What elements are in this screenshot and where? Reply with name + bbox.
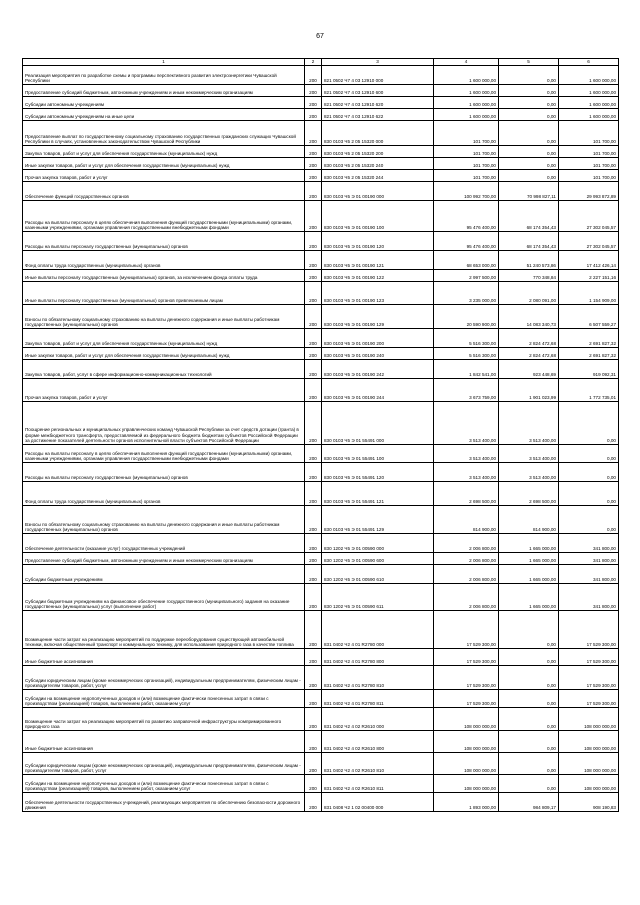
row-executed-amount: 3 513 400,00	[499, 402, 559, 445]
row-code: 200	[305, 584, 322, 611]
row-remaining-amount: 0,00	[559, 506, 619, 534]
row-executed-amount: 0,00	[499, 708, 559, 731]
row-approved-amount: 1 600 000,00	[434, 97, 499, 109]
row-code: 200	[305, 666, 322, 690]
row-classification: 830 1202 Ч5 Э 01 00590 600	[322, 553, 434, 565]
row-approved-amount: 2 698 500,00	[434, 482, 499, 506]
row-name: Расходы на выплаты персоналу государственных (муниципальных) органов	[23, 463, 305, 482]
row-classification: 831 0402 Ч2 4 02 R2610 811	[322, 775, 434, 793]
row-name: Субсидии бюджетным учреждениям	[23, 565, 305, 584]
table-row	[23, 170, 619, 182]
row-executed-amount: 0,00	[499, 649, 559, 666]
row-name: Прочая закупка товаров, работ и услуг	[23, 170, 305, 182]
row-classification: 830 0103 Ч5 Э 01 55491 120	[322, 463, 434, 482]
table-row	[23, 534, 619, 553]
row-code: 200	[305, 270, 322, 282]
row-remaining-amount: 1 600 000,00	[559, 66, 619, 85]
row-remaining-amount: 1 600 000,00	[559, 85, 619, 97]
row-executed-amount: 0,00	[499, 775, 559, 793]
row-code: 200	[305, 109, 322, 121]
row-classification: 831 0402 Ч2 4 02 R2610 800	[322, 731, 434, 753]
row-name: Реализация мероприятия по разработке схемы и программы перспективного развития электроэнергетики Чувашской Республики	[23, 66, 305, 85]
row-name: Закупка товаров, работ, услуг в сфере информационно-коммуникационных технологий	[23, 360, 305, 379]
row-code: 200	[305, 506, 322, 534]
row-approved-amount: 101 700,00	[434, 170, 499, 182]
row-remaining-amount: 108 000 000,00	[559, 731, 619, 753]
row-executed-amount: 0,00	[499, 97, 559, 109]
row-classification: 831 0402 Ч2 4 01 R2780 810	[322, 666, 434, 690]
row-remaining-amount: 1 600 000,00	[559, 97, 619, 109]
row-classification: 830 0103 Ч5 Э 01 00190 242	[322, 360, 434, 379]
row-classification: 830 0103 Ч5 Э 01 55491 129	[322, 506, 434, 534]
row-approved-amount: 5 516 300,00	[434, 348, 499, 360]
row-name: Расходы на выплаты персоналу государственных (муниципальных) органов	[23, 232, 305, 251]
row-name: Иные бюджетные ассигнования	[23, 731, 305, 753]
row-executed-amount: 0,00	[499, 109, 559, 121]
row-name: Обеспечение деятельности (оказание услуг) государственных учреждений	[23, 534, 305, 553]
row-name: Взносы по обязательному социальному страхованию на выплаты денежного содержания и иные выплаты работникам государственных (муниципальных) органов	[23, 305, 305, 329]
row-classification: 831 0402 Ч2 4 02 R2610 000	[322, 708, 434, 731]
table-row	[23, 402, 619, 445]
row-classification: 830 0103 Ч5 Э 01 00190 129	[322, 305, 434, 329]
row-classification: 830 0103 Ч5 2 05 15320 200	[322, 146, 434, 158]
row-name: Обеспечение деятельности государственных учреждений, реализующих мероприятия по обеспечению безопасности дорожного движения	[23, 793, 305, 812]
row-executed-amount: 68 174 354,43	[499, 232, 559, 251]
col-header-2: 2	[305, 59, 322, 66]
row-executed-amount: 814 900,00	[499, 506, 559, 534]
row-code: 200	[305, 158, 322, 170]
row-classification: 830 0103 Ч5 Э 01 55491 121	[322, 482, 434, 506]
header-row	[23, 59, 619, 66]
row-remaining-amount: 0,00	[559, 463, 619, 482]
row-remaining-amount: 919 092,31	[559, 360, 619, 379]
row-executed-amount: 70 998 827,11	[499, 182, 559, 201]
row-code: 200	[305, 649, 322, 666]
row-code: 200	[305, 753, 322, 775]
row-executed-amount: 1 665 000,00	[499, 553, 559, 565]
row-classification: 830 0103 Ч5 Э 01 00190 120	[322, 232, 434, 251]
row-name: Расходы на выплаты персоналу в целях обеспечения выполнения функций государственными (муниципальными) органами, казенными учреждениями, органами управления государственными внебюджетными фондами	[23, 201, 305, 232]
table-row	[23, 282, 619, 305]
row-approved-amount: 2 006 800,00	[434, 584, 499, 611]
row-executed-amount: 1 901 023,99	[499, 379, 559, 402]
row-remaining-amount: 17 529 300,00	[559, 649, 619, 666]
table-row	[23, 329, 619, 348]
row-classification: 831 0402 Ч2 4 02 R2610 810	[322, 753, 434, 775]
row-approved-amount: 101 700,00	[434, 121, 499, 146]
table-row	[23, 463, 619, 482]
row-remaining-amount: 108 000 000,00	[559, 775, 619, 793]
row-name: Иные закупки товаров, работ и услуг для обеспечения государственных (муниципальных) нужд	[23, 348, 305, 360]
table-row	[23, 731, 619, 753]
table-row	[23, 251, 619, 270]
table-row	[23, 270, 619, 282]
row-executed-amount: 0,00	[499, 146, 559, 158]
row-approved-amount: 68 653 000,00	[434, 251, 499, 270]
row-approved-amount: 814 900,00	[434, 506, 499, 534]
table-row	[23, 66, 619, 85]
table-row	[23, 584, 619, 611]
row-executed-amount: 3 513 400,00	[499, 445, 559, 463]
row-executed-amount: 0,00	[499, 170, 559, 182]
row-code: 200	[305, 348, 322, 360]
row-remaining-amount: 1 772 735,01	[559, 379, 619, 402]
row-remaining-amount: 108 000 000,00	[559, 753, 619, 775]
row-name: Субсидии автономным учреждениям на иные цели	[23, 109, 305, 121]
row-code: 200	[305, 690, 322, 708]
row-code: 200	[305, 463, 322, 482]
row-code: 200	[305, 232, 322, 251]
row-executed-amount: 3 513 400,00	[499, 463, 559, 482]
row-code: 200	[305, 146, 322, 158]
table-row	[23, 109, 619, 121]
row-approved-amount: 17 529 300,00	[434, 611, 499, 649]
row-code: 200	[305, 360, 322, 379]
table-row	[23, 775, 619, 793]
row-approved-amount: 3 235 000,00	[434, 282, 499, 305]
row-name: Обеспечение функций государственных органов	[23, 182, 305, 201]
row-remaining-amount: 101 700,00	[559, 170, 619, 182]
row-code: 200	[305, 379, 322, 402]
row-code: 200	[305, 775, 322, 793]
row-remaining-amount: 17 529 300,00	[559, 611, 619, 649]
row-executed-amount: 984 809,17	[499, 793, 559, 812]
row-remaining-amount: 2 691 827,32	[559, 348, 619, 360]
table-row	[23, 482, 619, 506]
row-classification: 830 0103 Ч5 Э 01 00190 123	[322, 282, 434, 305]
col-header-6: 6	[559, 59, 619, 66]
row-classification: 831 0402 Ч2 4 01 R2780 800	[322, 649, 434, 666]
table-row	[23, 182, 619, 201]
row-remaining-amount: 101 700,00	[559, 146, 619, 158]
table-row	[23, 146, 619, 158]
row-executed-amount: 68 174 354,43	[499, 201, 559, 232]
row-name: Предоставление субсидий бюджетным, автономным учреждениям и иным некоммерческим организациям	[23, 553, 305, 565]
row-remaining-amount: 6 507 559,27	[559, 305, 619, 329]
row-classification: 830 1202 Ч5 Э 01 00590 611	[322, 584, 434, 611]
table-row	[23, 666, 619, 690]
row-code: 200	[305, 793, 322, 812]
row-classification: 830 0103 Ч5 Э 01 00190 244	[322, 379, 434, 402]
row-remaining-amount: 17 529 300,00	[559, 666, 619, 690]
row-executed-amount: 0,00	[499, 121, 559, 146]
row-approved-amount: 3 513 400,00	[434, 445, 499, 463]
row-approved-amount: 100 992 700,00	[434, 182, 499, 201]
row-executed-amount: 923 448,69	[499, 360, 559, 379]
row-code: 200	[305, 402, 322, 445]
row-executed-amount: 2 698 500,00	[499, 482, 559, 506]
row-approved-amount: 95 476 400,00	[434, 201, 499, 232]
row-code: 200	[305, 445, 322, 463]
row-remaining-amount: 341 800,00	[559, 565, 619, 584]
row-remaining-amount: 29 993 872,89	[559, 182, 619, 201]
col-header-1: 1	[23, 59, 305, 66]
row-remaining-amount: 0,00	[559, 482, 619, 506]
row-classification: 830 0103 Ч5 Э 01 00190 121	[322, 251, 434, 270]
row-approved-amount: 17 529 300,00	[434, 649, 499, 666]
row-name: Иные закупки товаров, работ и услуг для обеспечения государственных (муниципальных) нужд	[23, 158, 305, 170]
row-approved-amount: 2 006 800,00	[434, 565, 499, 584]
row-approved-amount: 108 000 000,00	[434, 731, 499, 753]
row-executed-amount: 51 240 573,86	[499, 251, 559, 270]
row-code: 200	[305, 708, 322, 731]
row-executed-amount: 1 665 000,00	[499, 565, 559, 584]
row-name: Предоставление субсидий бюджетным, автономным учреждениям и иным некоммерческим организациям	[23, 85, 305, 97]
table-row	[23, 506, 619, 534]
row-name: Возмещение части затрат на реализацию мероприятий по развитию заправочной инфраструктуры компримированного природного газа	[23, 708, 305, 731]
row-executed-amount: 1 665 000,00	[499, 534, 559, 553]
row-code: 200	[305, 534, 322, 553]
row-executed-amount: 0,00	[499, 690, 559, 708]
row-name: Прочая закупка товаров, работ и услуг	[23, 379, 305, 402]
row-code: 200	[305, 182, 322, 201]
row-classification: 821 0502 Ч7 4 03 12910 600	[322, 85, 434, 97]
table-row	[23, 379, 619, 402]
row-approved-amount: 2 006 800,00	[434, 553, 499, 565]
row-name: Субсидии на возмещение недополученных доходов и (или) возмещение фактически понесенных затрат в связи с производством (реализацией) товаров, выполнением работ, оказанием услуг	[23, 775, 305, 793]
row-code: 200	[305, 565, 322, 584]
row-executed-amount: 0,00	[499, 731, 559, 753]
row-code: 200	[305, 553, 322, 565]
row-executed-amount: 0,00	[499, 666, 559, 690]
row-name: Субсидии юридическим лицам (кроме некоммерческих организаций), индивидуальным предпринимателям, физическим лицам - производителям товаров, работ, услуг	[23, 666, 305, 690]
row-classification: 830 0103 Ч5 Э 01 00190 000	[322, 182, 434, 201]
row-remaining-amount: 101 700,00	[559, 158, 619, 170]
row-code: 200	[305, 201, 322, 232]
table-row	[23, 708, 619, 731]
table-row	[23, 753, 619, 775]
table-row	[23, 649, 619, 666]
table-row	[23, 85, 619, 97]
row-approved-amount: 17 529 300,00	[434, 690, 499, 708]
row-remaining-amount: 2 227 151,16	[559, 270, 619, 282]
row-classification: 830 0103 Ч5 Э 01 00190 100	[322, 201, 434, 232]
table-row	[23, 121, 619, 146]
row-classification: 830 0103 Ч5 2 05 15320 240	[322, 158, 434, 170]
table-row	[23, 553, 619, 565]
row-name: Иные выплаты персоналу государственных (муниципальных) органов, за исключением фонда оплаты труда	[23, 270, 305, 282]
table-row	[23, 360, 619, 379]
row-approved-amount: 1 600 000,00	[434, 85, 499, 97]
row-approved-amount: 17 529 300,00	[434, 666, 499, 690]
row-classification: 830 0103 Ч5 Э 01 00190 200	[322, 329, 434, 348]
row-name: Субсидии бюджетным учреждениям на финансовое обеспечение государственного (муниципального) задания на оказание государственных (муниципальных) услуг (выполнение работ)	[23, 584, 305, 611]
row-name: Возмещение части затрат на реализацию мероприятий по поддержке переоборудования существующей автомобильной техники, включая общественный транспорт и коммунальную технику, для использования природного газа в качестве топлива	[23, 611, 305, 649]
row-remaining-amount: 17 529 300,00	[559, 690, 619, 708]
table-row	[23, 305, 619, 329]
row-approved-amount: 5 516 300,00	[434, 329, 499, 348]
row-remaining-amount: 0,00	[559, 402, 619, 445]
row-classification: 830 0103 Ч5 Э 01 00190 240	[322, 348, 434, 360]
row-classification: 830 0103 Ч5 Э 01 55491 000	[322, 402, 434, 445]
row-remaining-amount: 341 800,00	[559, 553, 619, 565]
row-code: 200	[305, 611, 322, 649]
table-row	[23, 565, 619, 584]
row-classification: 830 0103 Ч5 2 05 15320 000	[322, 121, 434, 146]
col-header-5: 5	[499, 59, 559, 66]
row-remaining-amount: 27 302 045,57	[559, 232, 619, 251]
row-name: Предоставление выплат по государственному социальному страхованию государственных гражданских служащих Чувашской Республики в случаях, установленных законодательством Чувашской Республики	[23, 121, 305, 146]
row-remaining-amount: 1 600 000,00	[559, 109, 619, 121]
row-remaining-amount: 108 000 000,00	[559, 708, 619, 731]
row-name: Закупка товаров, работ и услуг для обеспечения государственных (муниципальных) нужд	[23, 329, 305, 348]
row-executed-amount: 2 824 472,68	[499, 329, 559, 348]
row-name: Иные бюджетные ассигнования	[23, 649, 305, 666]
row-name: Субсидии автономным учреждениям	[23, 97, 305, 109]
row-approved-amount: 20 590 900,00	[434, 305, 499, 329]
row-code: 200	[305, 282, 322, 305]
row-name: Поощрение региональных и муниципальных управленческих команд Чувашской Республики за счет средств дотации (гранта) в форме межбюджетного трансферта, предоставляемой из федерального бюджета бюджетам субъектов Российской Федерации за достижение показателей деятельности органов исполнительной власти субъектов Российской Федерации	[23, 402, 305, 445]
row-remaining-amount: 908 190,83	[559, 793, 619, 812]
row-remaining-amount: 27 302 045,57	[559, 201, 619, 232]
row-classification: 821 0502 Ч7 4 03 12910 620	[322, 97, 434, 109]
row-name: Субсидии на возмещение недополученных доходов и (или) возмещение фактически понесенных затрат в связи с производством (реализацией) товаров, выполнением работ, оказанием услуг	[23, 690, 305, 708]
row-approved-amount: 1 600 000,00	[434, 66, 499, 85]
row-executed-amount: 0,00	[499, 66, 559, 85]
col-header-4: 4	[434, 59, 499, 66]
table-row	[23, 232, 619, 251]
row-code: 200	[305, 97, 322, 109]
page-number: 67	[316, 33, 324, 40]
row-classification: 830 1202 Ч5 Э 01 00590 610	[322, 565, 434, 584]
row-approved-amount: 101 700,00	[434, 146, 499, 158]
row-classification: 830 0103 Ч5 Э 01 55491 100	[322, 445, 434, 463]
row-classification: 831 0402 Ч2 4 01 R2780 000	[322, 611, 434, 649]
row-code: 200	[305, 121, 322, 146]
row-name: Фонд оплаты труда государственных (муниципальных) органов	[23, 251, 305, 270]
col-header-3: 3	[322, 59, 434, 66]
row-approved-amount: 1 842 541,00	[434, 360, 499, 379]
row-classification: 821 0502 Ч7 4 03 12910 622	[322, 109, 434, 121]
row-executed-amount: 1 665 000,00	[499, 584, 559, 611]
row-approved-amount: 108 000 000,00	[434, 708, 499, 731]
row-executed-amount: 2 824 472,68	[499, 348, 559, 360]
row-executed-amount: 0,00	[499, 158, 559, 170]
table-row	[23, 158, 619, 170]
row-code: 200	[305, 305, 322, 329]
row-code: 200	[305, 251, 322, 270]
table-row	[23, 445, 619, 463]
row-approved-amount: 108 000 000,00	[434, 775, 499, 793]
row-remaining-amount: 17 412 426,14	[559, 251, 619, 270]
row-executed-amount: 0,00	[499, 85, 559, 97]
budget-table	[22, 58, 619, 812]
row-classification: 830 0103 Ч5 Э 01 00190 122	[322, 270, 434, 282]
row-remaining-amount: 101 700,00	[559, 121, 619, 146]
row-approved-amount: 3 513 400,00	[434, 402, 499, 445]
row-remaining-amount: 0,00	[559, 445, 619, 463]
row-approved-amount: 3 513 400,00	[434, 463, 499, 482]
row-approved-amount: 101 700,00	[434, 158, 499, 170]
row-classification: 831 0408 Ч2 1 02 00400 000	[322, 793, 434, 812]
row-code: 200	[305, 170, 322, 182]
table-row	[23, 348, 619, 360]
row-name: Субсидии юридическим лицам (кроме некоммерческих организаций), индивидуальным предпринимателям, физическим лицам - производителям товаров, работ, услуг	[23, 753, 305, 775]
table-row	[23, 793, 619, 812]
row-remaining-amount: 2 691 827,32	[559, 329, 619, 348]
table-row	[23, 611, 619, 649]
row-code: 200	[305, 85, 322, 97]
row-executed-amount: 0,00	[499, 611, 559, 649]
row-code: 200	[305, 482, 322, 506]
row-name: Закупка товаров, работ и услуг для обеспечения государственных (муниципальных) нужд	[23, 146, 305, 158]
row-classification: 821 0502 Ч7 4 03 12910 000	[322, 66, 434, 85]
row-name: Иные выплаты персоналу государственных (муниципальных) органов привлекаемым лицам	[23, 282, 305, 305]
row-name: Расходы на выплаты персоналу в целях обеспечения выполнения функций государственными (муниципальными) органами, казенными учреждениями, органами управления государственными внебюджетными фондами	[23, 445, 305, 463]
row-approved-amount: 108 000 000,00	[434, 753, 499, 775]
row-code: 200	[305, 66, 322, 85]
row-executed-amount: 0,00	[499, 753, 559, 775]
table-row	[23, 690, 619, 708]
row-approved-amount: 95 476 400,00	[434, 232, 499, 251]
row-classification: 831 0402 Ч2 4 01 R2780 811	[322, 690, 434, 708]
row-executed-amount: 14 083 340,73	[499, 305, 559, 329]
row-approved-amount: 2 997 500,00	[434, 270, 499, 282]
row-remaining-amount: 1 154 909,00	[559, 282, 619, 305]
row-approved-amount: 1 600 000,00	[434, 109, 499, 121]
row-code: 200	[305, 731, 322, 753]
row-remaining-amount: 341 800,00	[559, 584, 619, 611]
row-name: Взносы по обязательному социальному страхованию на выплаты денежного содержания и иные выплаты работникам государственных (муниципальных) органов	[23, 506, 305, 534]
row-executed-amount: 770 348,84	[499, 270, 559, 282]
row-code: 200	[305, 329, 322, 348]
table-row	[23, 201, 619, 232]
row-remaining-amount: 341 800,00	[559, 534, 619, 553]
row-name: Фонд оплаты труда государственных (муниципальных) органов	[23, 482, 305, 506]
table-row	[23, 97, 619, 109]
row-classification: 830 1202 Ч5 Э 01 00590 000	[322, 534, 434, 553]
row-approved-amount: 2 006 800,00	[434, 534, 499, 553]
row-approved-amount: 1 893 000,00	[434, 793, 499, 812]
row-classification: 830 0103 Ч5 2 05 15320 244	[322, 170, 434, 182]
row-executed-amount: 2 080 091,00	[499, 282, 559, 305]
row-approved-amount: 3 673 759,00	[434, 379, 499, 402]
